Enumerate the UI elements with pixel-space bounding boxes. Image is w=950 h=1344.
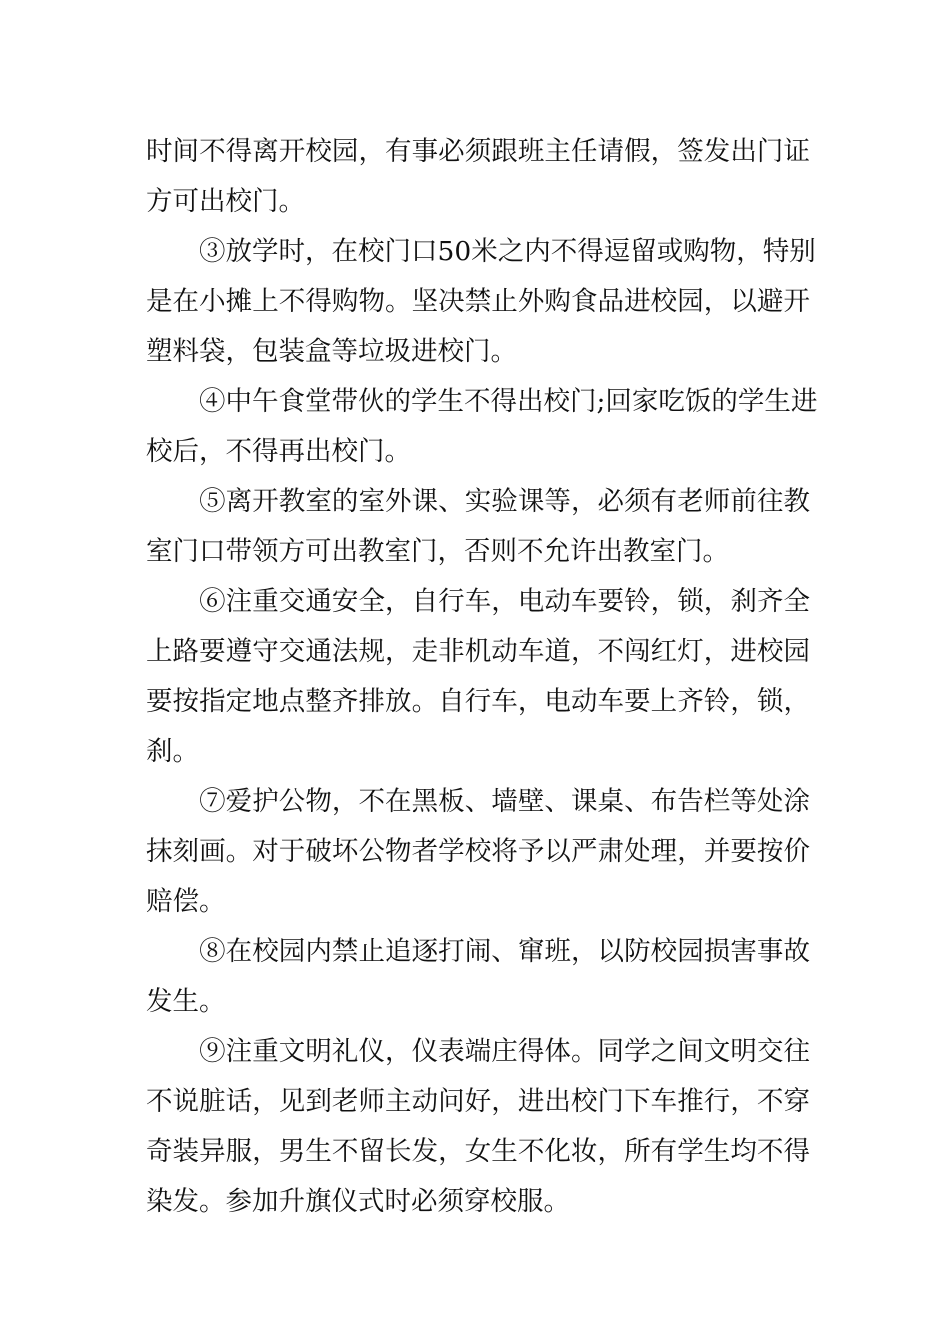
paragraph xyxy=(146,927,810,1027)
text-line: 赔偿。 xyxy=(146,886,226,917)
text-line: 室门口带领方可出教室门，否则不允许出教室门。 xyxy=(146,536,729,567)
text-line: 时间不得离开校园，有事必须跟班主任请假，签发出门证 xyxy=(146,136,810,167)
paragraph xyxy=(146,1027,810,1227)
paragraph xyxy=(146,577,810,777)
text-line: 上路要遵守交通法规，走非机动车道，不闯红灯，进校园 xyxy=(146,636,810,667)
text-line: 塑料袋，包装盒等垃圾进校门。 xyxy=(146,336,517,367)
paragraph xyxy=(146,377,818,477)
text-line: 是在小摊上不得购物。坚决禁止外购食品进校园，以避开 xyxy=(146,286,810,317)
text-line: ⑦爱护公物，不在黑板、墙壁、课桌、布告栏等处涂 xyxy=(146,786,810,817)
text-line: ⑥注重交通安全，自行车，电动车要铃，锁，刹齐全 xyxy=(146,586,810,617)
paragraph xyxy=(146,127,810,227)
text-line: 要按指定地点整齐排放。自行车，电动车要上齐铃，锁， xyxy=(146,686,810,717)
text-line: ⑤离开教室的室外课、实验课等，必须有老师前往教 xyxy=(146,486,810,517)
text-line: 抹刻画。对于破坏公物者学校将予以严肃处理，并要按价 xyxy=(146,836,810,867)
paragraph xyxy=(146,477,810,577)
text-line: ③放学时，在校门口50米之内不得逗留或购物，特别 xyxy=(146,236,816,267)
text-line: 发生。 xyxy=(146,986,226,1017)
text-line: 不说脏话，见到老师主动问好，进出校门下车推行，不穿 xyxy=(146,1086,810,1117)
text-line: ⑨注重文明礼仪，仪表端庄得体。同学之间文明交往 xyxy=(146,1036,810,1067)
paragraph xyxy=(146,777,810,927)
text-line: 刹。 xyxy=(146,736,199,767)
paragraph xyxy=(146,227,816,377)
text-line: ④中午食堂带伙的学生不得出校门;回家吃饭的学生进 xyxy=(146,386,818,417)
text-line: 染发。参加升旗仪式时必须穿校服。 xyxy=(146,1186,570,1217)
text-line: 方可出校门。 xyxy=(146,186,305,217)
document-body xyxy=(146,127,818,1227)
text-line: 校后，不得再出校门。 xyxy=(146,436,411,467)
text-line: 奇装异服，男生不留长发，女生不化妆，所有学生均不得 xyxy=(146,1136,810,1167)
text-line: ⑧在校园内禁止追逐打闹、窜班，以防校园损害事故 xyxy=(146,936,810,967)
